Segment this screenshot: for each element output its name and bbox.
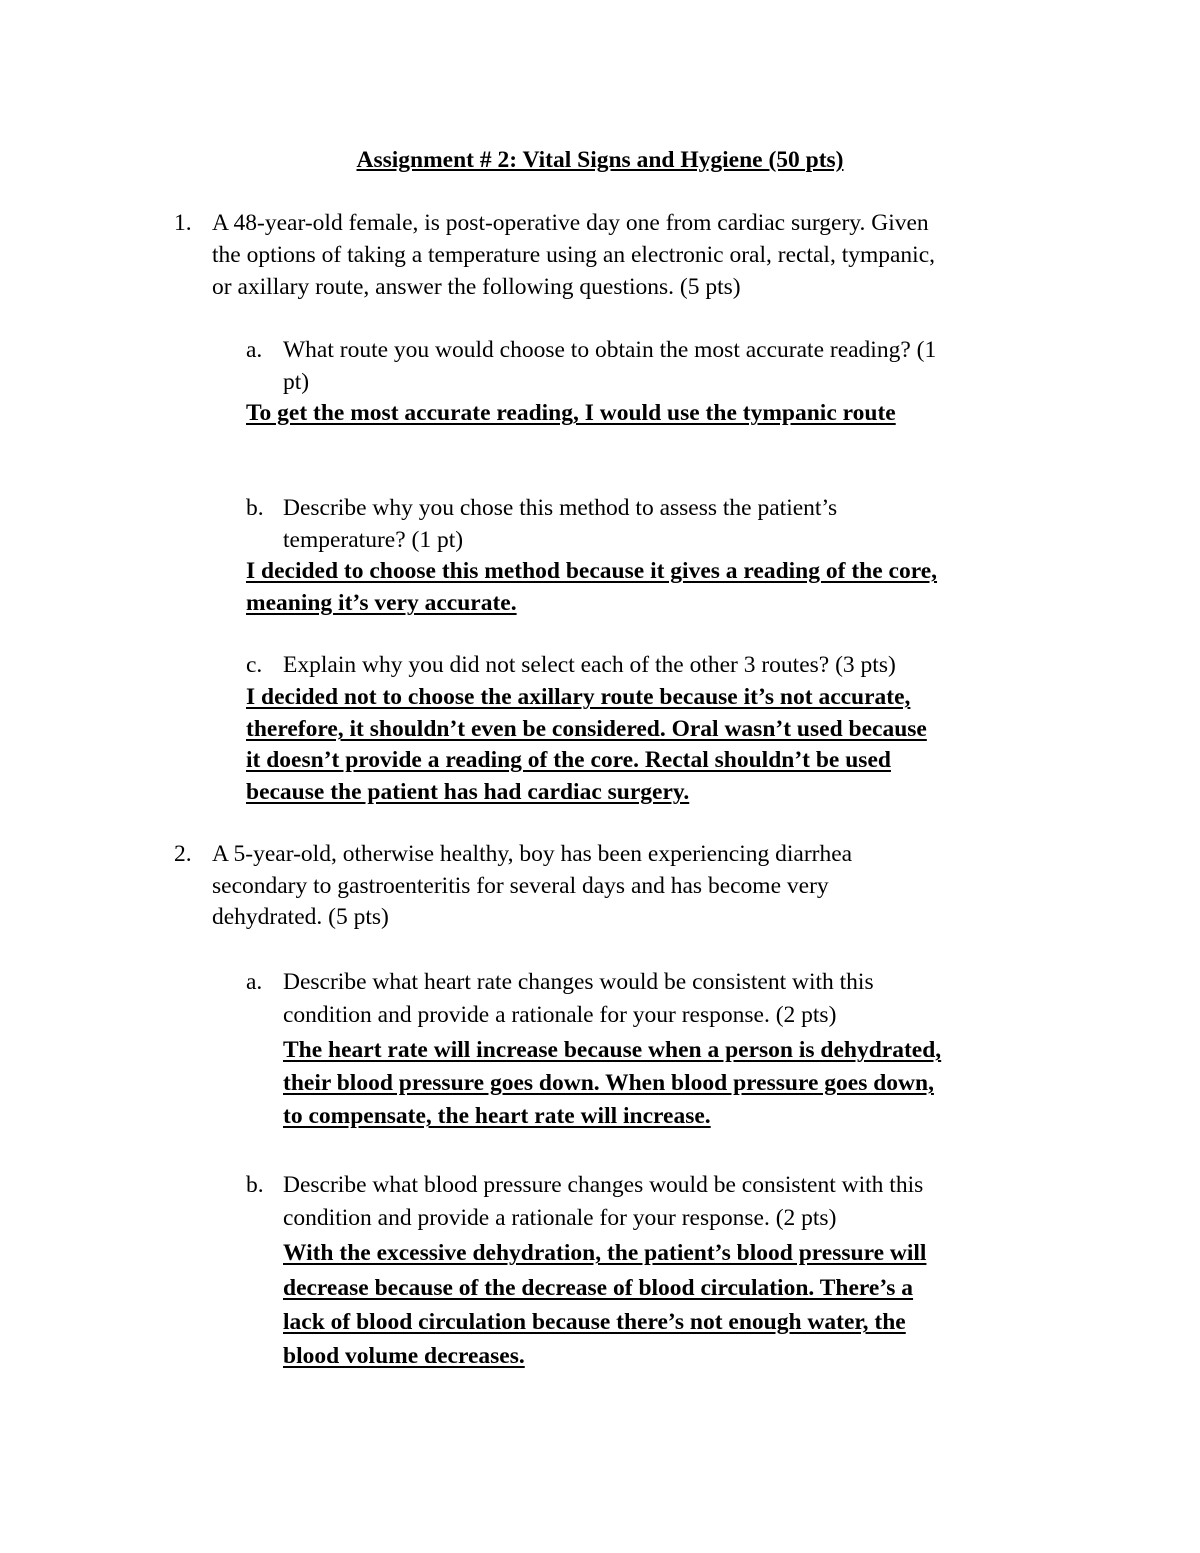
question-prompt-line: or axillary route, answer the following questions. (5 pts) — [212, 274, 741, 300]
answer-line: it doesn’t provide a reading of the core. Rectal shouldn’t be used — [246, 747, 891, 773]
part-question-line: Describe what heart rate changes would be consistent with this — [283, 969, 874, 995]
assignment-title: Assignment # 2: Vital Signs and Hygiene (50 pts) — [356, 147, 844, 173]
part-letter: a. — [246, 969, 263, 995]
part-letter: a. — [246, 337, 263, 363]
answer-line: I decided to choose this method because it gives a reading of the core, — [246, 558, 938, 584]
part-question-line: temperature? (1 pt) — [283, 527, 464, 553]
part-question-line: pt) — [283, 369, 310, 395]
part-question-line: Describe why you chose this method to assess the patient’s — [283, 495, 838, 521]
question-prompt-line: dehydrated. (5 pts) — [212, 904, 389, 930]
answer-line: With the excessive dehydration, the patient’s blood pressure will — [283, 1240, 927, 1266]
answer-line: meaning it’s very accurate. — [246, 590, 517, 616]
answer-line: to compensate, the heart rate will increase. — [283, 1103, 711, 1129]
answer-line: decrease because of the decrease of blood circulation. There’s a — [283, 1275, 914, 1301]
answer-line: To get the most accurate reading, I would use the tympanic route — [246, 400, 896, 426]
question-number: 1. — [174, 210, 192, 236]
answer-line: The heart rate will increase because when a person is dehydrated, — [283, 1037, 942, 1063]
answer-line: therefore, it shouldn’t even be considered. Oral wasn’t used because — [246, 716, 927, 742]
part-question-line: Explain why you did not select each of the other 3 routes? (3 pts) — [283, 652, 896, 678]
part-question-line: condition and provide a rationale for your response. (2 pts) — [283, 1205, 837, 1231]
answer-line: lack of blood circulation because there’s not enough water, the — [283, 1309, 906, 1335]
part-question-line: Describe what blood pressure changes would be consistent with this — [283, 1172, 924, 1198]
part-question-line: What route you would choose to obtain the most accurate reading? (1 — [283, 337, 937, 363]
question-prompt-line: secondary to gastroenteritis for several days and has become very — [212, 873, 829, 899]
answer-line: blood volume decreases. — [283, 1343, 525, 1369]
answer-line: I decided not to choose the axillary route because it’s not accurate, — [246, 684, 911, 710]
answer-line: because the patient has had cardiac surgery. — [246, 779, 690, 805]
part-letter: b. — [246, 1172, 264, 1198]
question-prompt-line: A 48-year-old female, is post-operative day one from cardiac surgery. Given — [212, 210, 929, 236]
part-letter: c. — [246, 652, 263, 678]
answer-line: their blood pressure goes down. When blood pressure goes down, — [283, 1070, 934, 1096]
part-letter: b. — [246, 495, 264, 521]
question-prompt-line: A 5-year-old, otherwise healthy, boy has been experiencing diarrhea — [212, 841, 853, 867]
question-number: 2. — [174, 841, 192, 867]
part-question-line: condition and provide a rationale for your response. (2 pts) — [283, 1002, 837, 1028]
question-prompt-line: the options of taking a temperature using an electronic oral, rectal, tympanic, — [212, 242, 936, 268]
